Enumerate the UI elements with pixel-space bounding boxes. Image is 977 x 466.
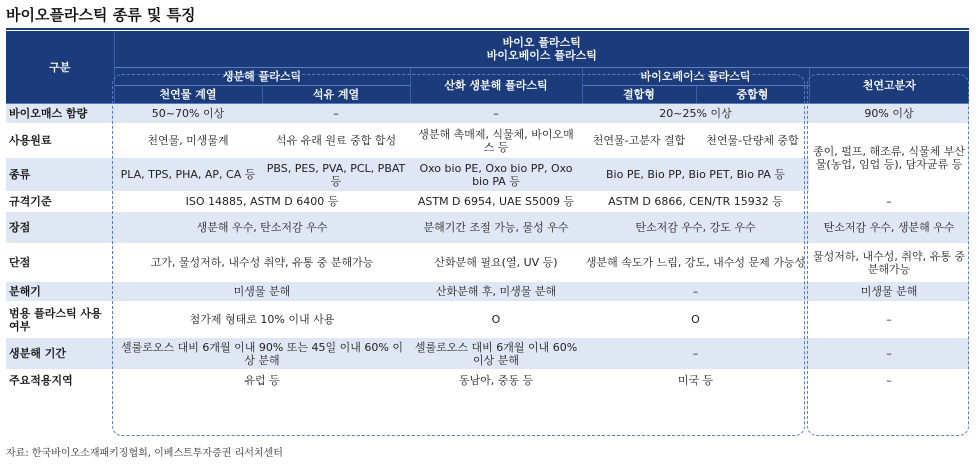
cell: 미국 등 [582, 370, 809, 392]
cell: 천연물-고분자 결합 [582, 124, 696, 158]
cell: 산화분해 후, 미생물 분해 [410, 282, 582, 302]
table-row [6, 302, 969, 338]
table-row [6, 212, 969, 244]
cell: 유럽 등 [114, 370, 410, 392]
cell: 고가, 물성저하, 내수성 취약, 유통 중 분해가능 [114, 244, 410, 282]
row-label: 장점 [6, 212, 114, 244]
cell: – [410, 104, 582, 124]
cell: – [582, 282, 809, 302]
cell: 석유 유래 원료 중합 합성 [262, 124, 410, 158]
cell: 50~70% 이상 [114, 104, 262, 124]
cell: 90% 이상 [809, 104, 969, 124]
row-label: 사용원료 [6, 124, 114, 158]
cell: ASTM D 6954, UAE S5009 등 [410, 192, 582, 212]
cell: 20~25% 이상 [582, 104, 809, 124]
cell: – [262, 104, 410, 124]
cell: ASTM D 6866, CEN/TR 15932 등 [582, 192, 809, 212]
header-polymerized: 중합형 [696, 85, 809, 103]
cell: 탄소저감 우수, 강도 우수 [582, 212, 809, 244]
table-row [6, 282, 969, 302]
header-natural-polymer: 천연고분자 [809, 67, 969, 103]
table-row [6, 370, 969, 392]
cell: PBS, PES, PVA, PCL, PBAT 등 [262, 158, 410, 192]
table-row [6, 104, 969, 124]
cell: 미생물 분해 [809, 282, 969, 302]
cell: O [410, 302, 582, 338]
cell: 물성저하, 내수성, 취약, 유통 중 분해가능 [809, 244, 969, 282]
row-label: 생분해 기간 [6, 338, 114, 370]
header-biobase: 바이오베이스 플라스틱 [582, 67, 809, 85]
cell: 분해기간 조절 가능, 물성 우수 [410, 212, 582, 244]
cell: PLA, TPS, PHA, AP, CA 등 [114, 158, 262, 192]
row-label: 종류 [6, 158, 114, 192]
header-biodeg-plastic: 생분해 플라스틱 [114, 67, 410, 85]
table-row [6, 192, 969, 212]
cell: 천연물, 미생물계 [114, 124, 262, 158]
cell: – [809, 192, 969, 212]
header-category: 구분 [6, 31, 114, 104]
table-row [6, 338, 969, 370]
cell: 미생물 분해 [114, 282, 410, 302]
row-label: 주요적용지역 [6, 370, 114, 392]
cell: 생분해 촉매제, 식물체, 바이오매스 등 [410, 124, 582, 158]
cell: 천연물-단량체 중합 [696, 124, 809, 158]
cell: O [582, 302, 809, 338]
cell: 동남아, 중동 등 [410, 370, 582, 392]
cell: – [809, 370, 969, 392]
header-natural: 천연물 계열 [114, 85, 262, 103]
table-row [6, 244, 969, 282]
table-row [6, 124, 969, 158]
cell: ISO 14885, ASTM D 6400 등 [114, 192, 410, 212]
cell: 셀룰로오스 대비 6개월 이내 90% 또는 45일 이내 60% 이상 분해 [114, 338, 410, 370]
cell: 셀룰로오스 대비 6개월 이내 60% 이상 분해 [410, 338, 582, 370]
row-label: 바이오매스 함량 [6, 104, 114, 124]
cell: – [809, 338, 969, 370]
row-label: 범용 플라스틱 사용여부 [6, 302, 114, 338]
header-combined: 결합형 [582, 85, 696, 103]
bioplastic-table [6, 31, 969, 392]
cell: Bio PE, Bio PP, Bio PET, Bio PA 등 [582, 158, 809, 192]
cell: Oxo bio PE, Oxo bio PP, Oxo bio PA 등 [410, 158, 582, 192]
cell: – [809, 302, 969, 338]
cell: 첨가제 형태로 10% 이내 사용 [114, 302, 410, 338]
cell: 탄소저감 우수, 생분해 우수 [809, 212, 969, 244]
header-oxo: 산화 생분해 플라스틱 [410, 67, 582, 103]
cell: 산화분해 필요(열, UV 등) [410, 244, 582, 282]
cell: 종이, 펄프, 해조류, 식물체 부산물(농업, 임업 등), 담자균류 등 [809, 124, 969, 192]
cell: 생분해 우수, 탄소저감 우수 [114, 212, 410, 244]
cell: 생분해 속도가 느림, 강도, 내수성 문제 가능성 [582, 244, 809, 282]
source-note: 자료: 한국바이오소재패키징협회, 이베스트투자증권 리서치센터 [6, 448, 283, 459]
header-petroleum: 석유 계열 [262, 85, 410, 103]
cell: – [582, 338, 809, 370]
title-rule [6, 28, 969, 30]
table-title: 바이오플라스틱 종류 및 특징 [6, 6, 196, 24]
row-label: 분해기 [6, 282, 114, 302]
header-top: 바이오 플라스틱 바이오베이스 플라스틱 [114, 31, 969, 67]
row-label: 단점 [6, 244, 114, 282]
row-label: 규격기준 [6, 192, 114, 212]
